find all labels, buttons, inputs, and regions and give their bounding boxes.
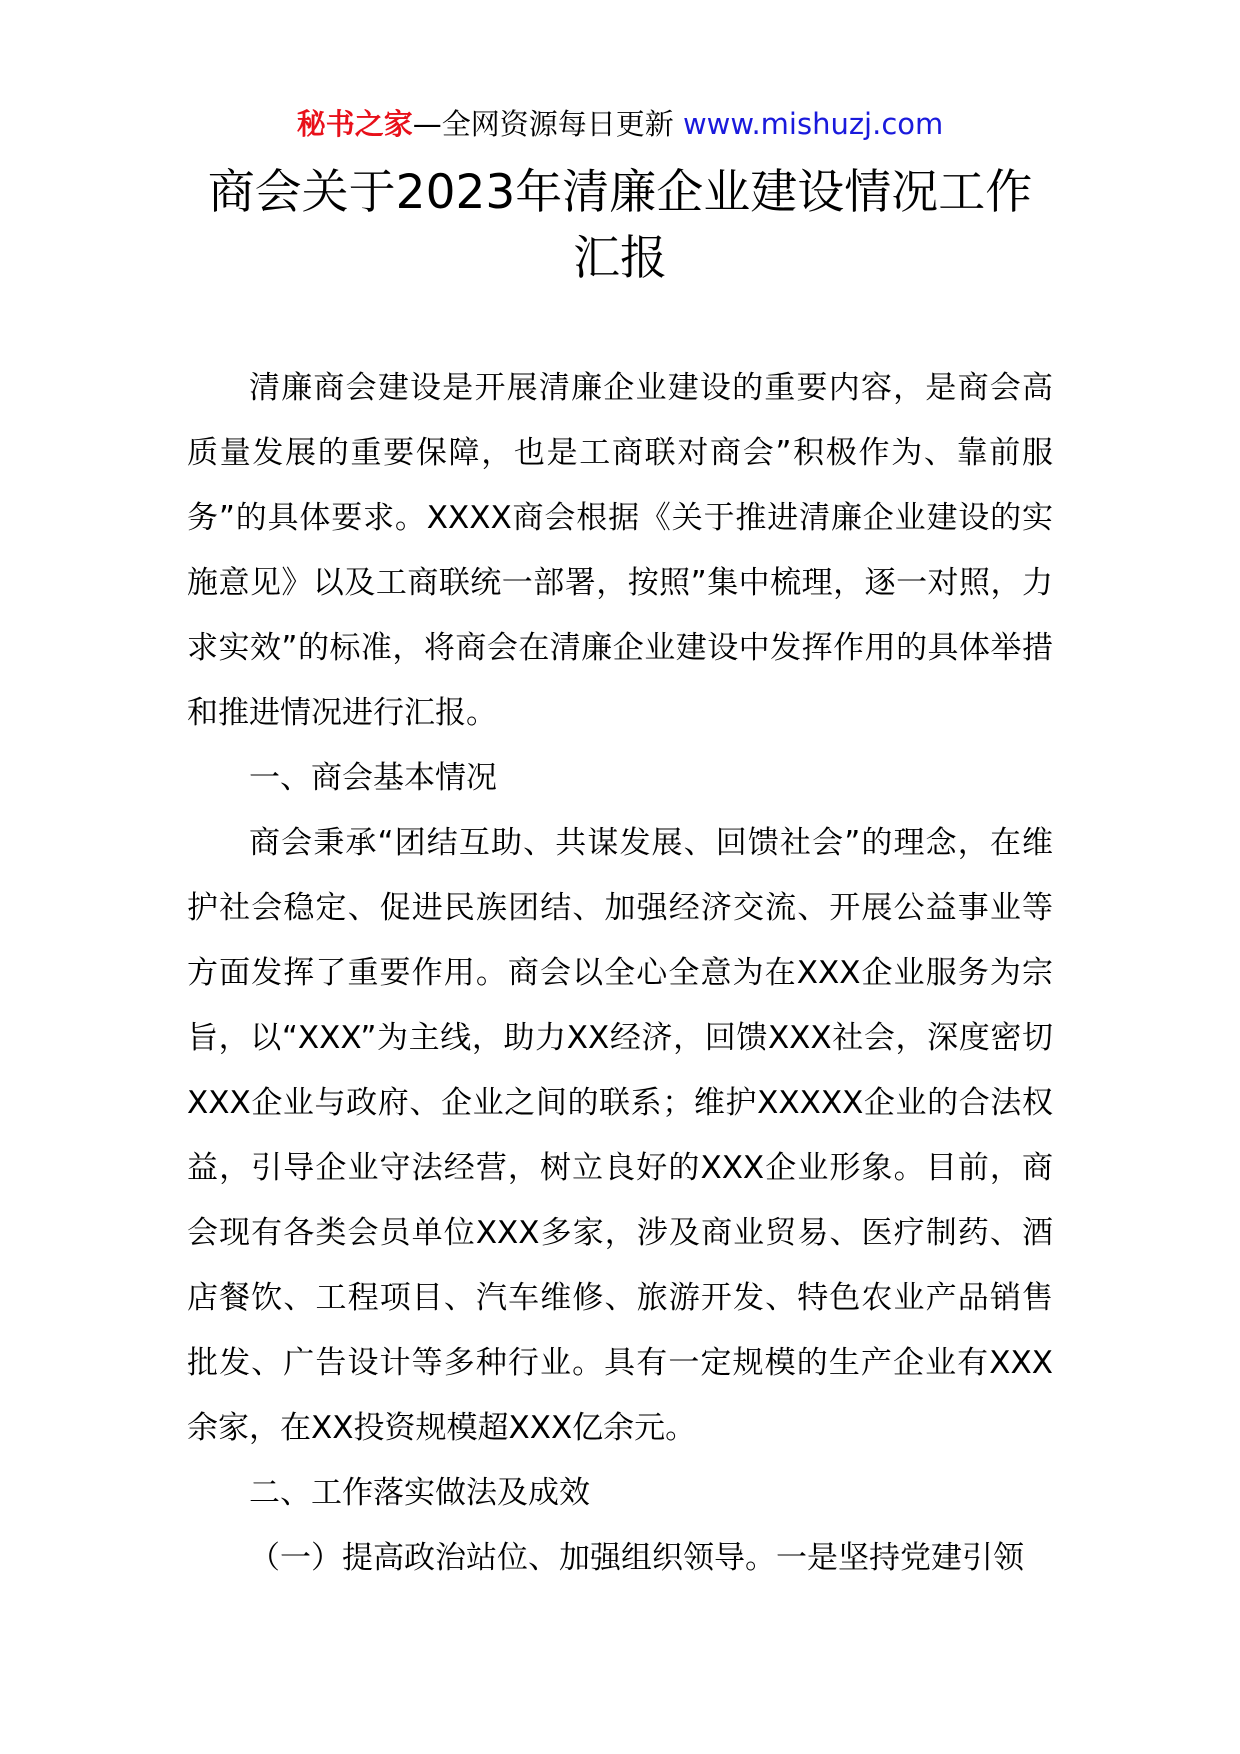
watermark-brand: 秘书之家	[296, 107, 413, 141]
subsection-1-paragraph: （一）提高政治站位、加强组织领导。一是坚持党建引领	[249, 1540, 1024, 1576]
intro-paragraph: 清廉商会建设是开展清廉企业建设的重要内容，是商会高质量发展的重要保障，也是工商联对商会”积极作为、靠前服务”的具体要求。XXXX商会根据《关于推进清廉企业建设的实施意见》以及工商联统一部署，按照”集中梳理，逐一对照，力求实效”的标准，将商会在清廉企业建设中发挥作用的具体举措和推进情况进行汇报。	[187, 370, 1053, 731]
section-heading-1: 一、商会基本情况	[249, 760, 497, 796]
document-title: 商会关于2023年清廉企业建设情况工作汇报	[207, 165, 1033, 286]
section-1-paragraph: 商会秉承“团结互助、共谋发展、回馈社会”的理念，在维护社会稳定、促进民族团结、加强经济交流、开展公益事业等方面发挥了重要作用。商会以全心全意为在XXX企业服务为宗旨，以“XXX”为主线，助力XX经济，回馈XXX社会，深度密切XXX企业与政府、企业之间的联系；维护XXXXX企业的合法权益，引导企业守法经营，树立良好的XXX企业形象。目前，商会现有各类会员单位XXX多家，涉及商业贸易、医疗制药、酒店餐饮、工程项目、汽车维修、旅游开发、特色农业产品销售批发、广告设计等多种行业。具有一定规模的生产企业有XXX余家，在XX投资规模超XXX亿余元。	[187, 825, 1053, 1446]
section-heading-2: 二、工作落实做法及成效	[249, 1475, 590, 1511]
watermark-url: www.mishuzj.com	[682, 107, 944, 141]
document-body	[187, 356, 1053, 1591]
watermark-header	[0, 104, 1240, 144]
watermark-tagline: —全网资源每日更新	[412, 107, 683, 141]
